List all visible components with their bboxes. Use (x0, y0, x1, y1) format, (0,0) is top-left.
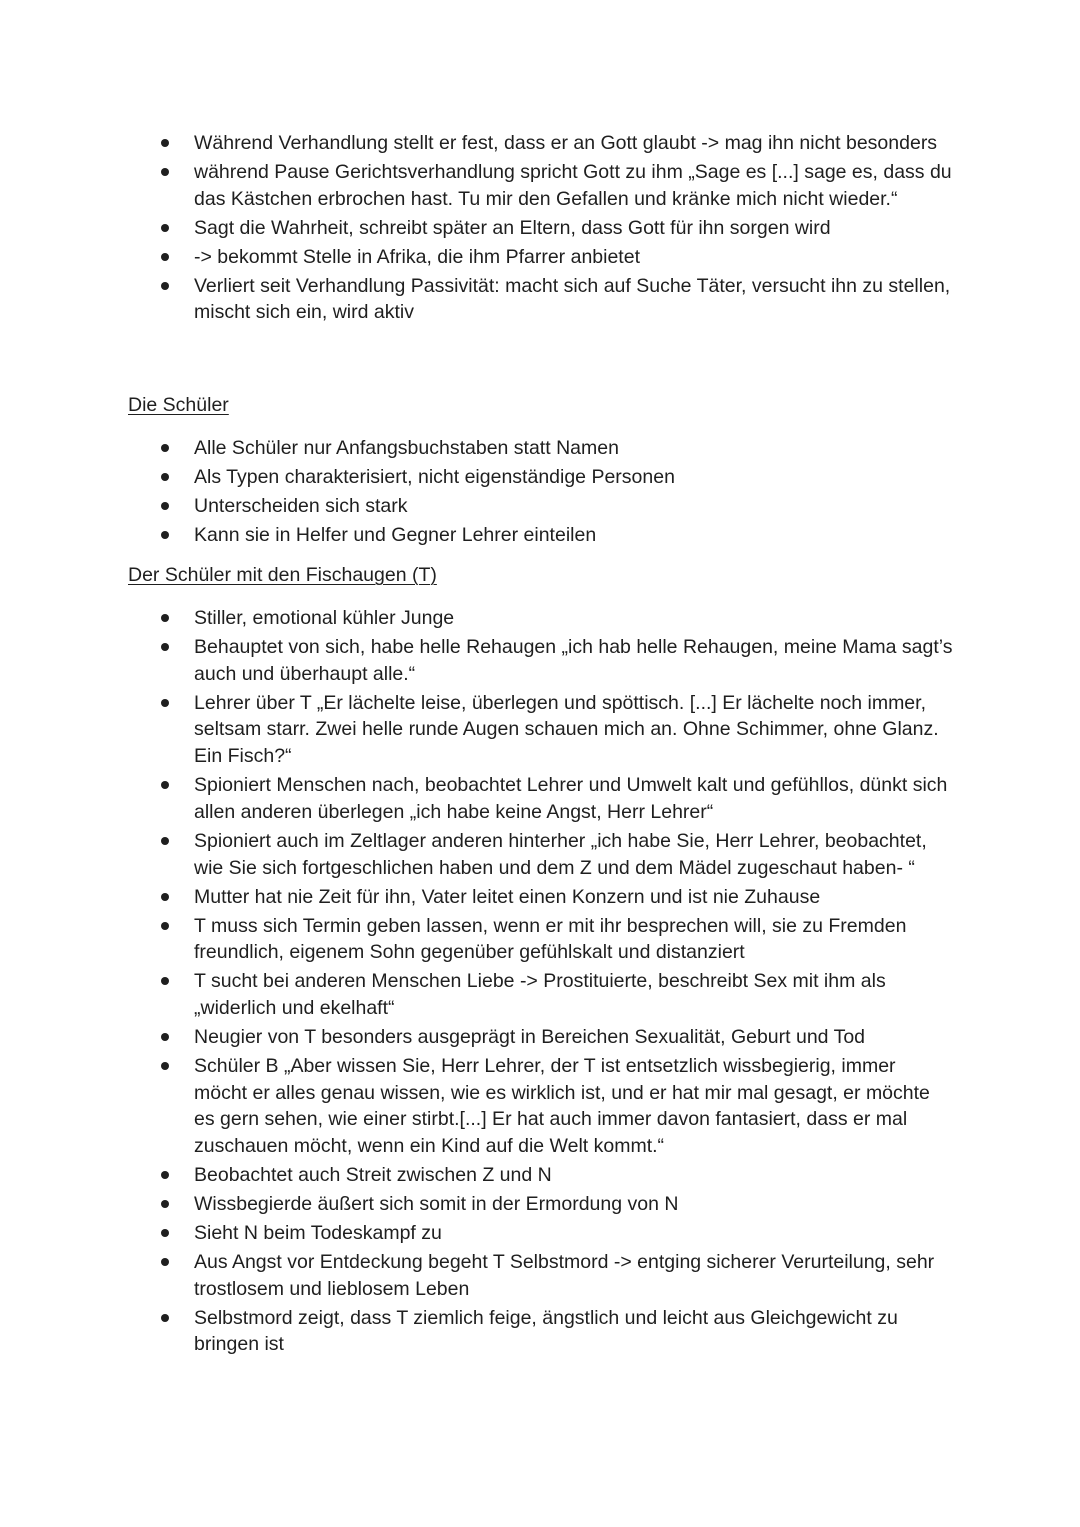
list-item (0, 884, 954, 911)
bullet-dot (161, 224, 169, 232)
section-heading-fischaugen: Der Schüler mit den Fischaugen (T) (128, 564, 437, 586)
list-item (0, 828, 954, 881)
bullet-dot (161, 1258, 169, 1266)
list-item-text: Beobachtet auch Streit zwischen Z und N (194, 1164, 552, 1187)
bullet-dot (161, 1229, 169, 1237)
list-item-text: T sucht bei anderen Menschen Liebe -> Prostituierte, beschreibt Sex mit ihm als „widerlich und ekelhaft“ (194, 970, 886, 1019)
bullet-list-section3 (0, 605, 1080, 1360)
list-item (0, 634, 954, 687)
list-item-text: Spioniert Menschen nach, beobachtet Lehrer und Umwelt kalt und gefühllos, dünkt sich allen anderen überlegen „ich habe keine Angst, Herr Lehrer“ (194, 774, 948, 823)
list-item-text: Mutter hat nie Zeit für ihn, Vater leitet einen Konzern und ist nie Zuhause (194, 885, 821, 908)
bullet-dot (161, 502, 169, 510)
list-item-text: Schüler B „Aber wissen Sie, Herr Lehrer, der T ist entsetzlich wissbegierig, immer möcht er alles genau wissen, wie es wirklich ist, und er hat mir mal gesagt, er möchte es gern sehen, wie einer stirbt.[...] Er hat auch immer davon fantasiert, dass er mal zuschauen möcht, wenn ein Kind auf die Welt kommt.“ (194, 1054, 930, 1158)
bullet-list-section1 (0, 130, 1080, 328)
list-item (0, 968, 954, 1021)
bullet-dot (161, 699, 169, 707)
list-item-text: Sagt die Wahrheit, schreibt später an Eltern, dass Gott für ihn sorgen wird (194, 216, 831, 239)
list-item (0, 435, 954, 462)
list-item-text: Neugier von T besonders ausgeprägt in Bereichen Sexualität, Geburt und Tod (194, 1025, 866, 1048)
list-item (0, 1162, 954, 1189)
bullet-dot (161, 1314, 169, 1322)
list-item (0, 522, 954, 549)
list-item-text: Selbstmord zeigt, dass T ziemlich feige, ängstlich und leicht aus Gleichgewicht zu bringen ist (194, 1306, 898, 1356)
bullet-dot (161, 781, 169, 789)
list-item-text: Sieht N beim Todeskampf zu (194, 1222, 442, 1245)
list-item-text: Spioniert auch im Zeltlager anderen hinterher „ich habe Sie, Herr Lehrer, beobachtet, wie Sie sich fortgeschlichen haben und dem Z und dem Mädel zugeschaut haben- “ (194, 829, 927, 879)
list-item (0, 913, 954, 966)
list-item (0, 690, 954, 770)
list-item (0, 772, 954, 825)
list-item-text: Kann sie in Helfer und Gegner Lehrer einteilen (194, 524, 597, 546)
bullet-dot (161, 1171, 169, 1179)
list-item-text: Unterscheiden sich stark (194, 495, 408, 517)
list-item-text: T muss sich Termin geben lassen, wenn er mit ihr besprechen will, sie zu Fremden freundlich, eigenem Sohn gegenüber gefühlskalt und distanziert (194, 914, 907, 964)
bullet-dot (161, 893, 169, 901)
list-item (0, 1191, 954, 1218)
list-item (0, 159, 954, 212)
list-item-text: Behauptet von sich, habe helle Rehaugen „ich hab helle Rehaugen, meine Mama sagt’s auch und überhaupt alle.“ (194, 636, 953, 685)
list-item-text: Während Verhandlung stellt er fest, dass er an Gott glaubt -> mag ihn nicht besonders (194, 132, 938, 154)
bullet-dot (161, 168, 169, 176)
list-item-text: während Pause Gerichtsverhandlung spricht Gott zu ihm „Sage es [...] sage es, dass du das Kästchen erbrochen hast. Tu mir den Gefallen und kränke mich nicht wieder.“ (194, 161, 952, 210)
bullet-dot (161, 922, 169, 930)
list-item (0, 605, 954, 632)
list-item (0, 1024, 954, 1051)
list-item-text: Alle Schüler nur Anfangsbuchstaben statt Namen (194, 437, 619, 459)
list-item (0, 273, 954, 326)
bullet-list-section2 (0, 435, 1080, 551)
list-item (0, 1305, 954, 1358)
bullet-dot (161, 1200, 169, 1208)
bullet-dot (161, 1062, 169, 1070)
bullet-dot (161, 614, 169, 622)
list-item (0, 493, 954, 520)
bullet-dot (161, 282, 169, 290)
list-item (0, 1053, 954, 1160)
list-item (0, 464, 954, 491)
bullet-dot (161, 1033, 169, 1041)
bullet-dot (161, 139, 169, 147)
bullet-dot (161, 444, 169, 452)
list-item-text: Stiller, emotional kühler Junge (194, 607, 455, 629)
list-item-text: Lehrer über T „Er lächelte leise, überlegen und spöttisch. [...] Er lächelte noch immer, seltsam starr. Zwei helle runde Augen schauen mich an. Ohne Schimmer, ohne Glanz. Ein Fisch?“ (194, 691, 939, 768)
list-item (0, 1249, 954, 1302)
list-item-text: Als Typen charakterisiert, nicht eigenständige Personen (194, 466, 675, 488)
bullet-dot (161, 531, 169, 539)
list-item (0, 1220, 954, 1247)
section-heading-die-schueler: Die Schüler (128, 394, 229, 416)
list-item (0, 244, 954, 271)
list-item-text: -> bekommt Stelle in Afrika, die ihm Pfarrer anbietet (194, 245, 640, 268)
bullet-dot (161, 253, 169, 261)
list-item (0, 215, 954, 242)
bullet-dot (161, 837, 169, 845)
list-item-text: Wissbegierde äußert sich somit in der Ermordung von N (194, 1193, 679, 1216)
list-item (0, 130, 954, 157)
bullet-dot (161, 643, 169, 651)
bullet-dot (161, 473, 169, 481)
list-item-text: Verliert seit Verhandlung Passivität: macht sich auf Suche Täter, versucht ihn zu stellen, mischt sich ein, wird aktiv (194, 274, 951, 324)
list-item-text: Aus Angst vor Entdeckung begeht T Selbstmord -> entging sicherer Verurteilung, sehr trostlosem und lieblosem Leben (194, 1251, 935, 1300)
bullet-dot (161, 977, 169, 985)
